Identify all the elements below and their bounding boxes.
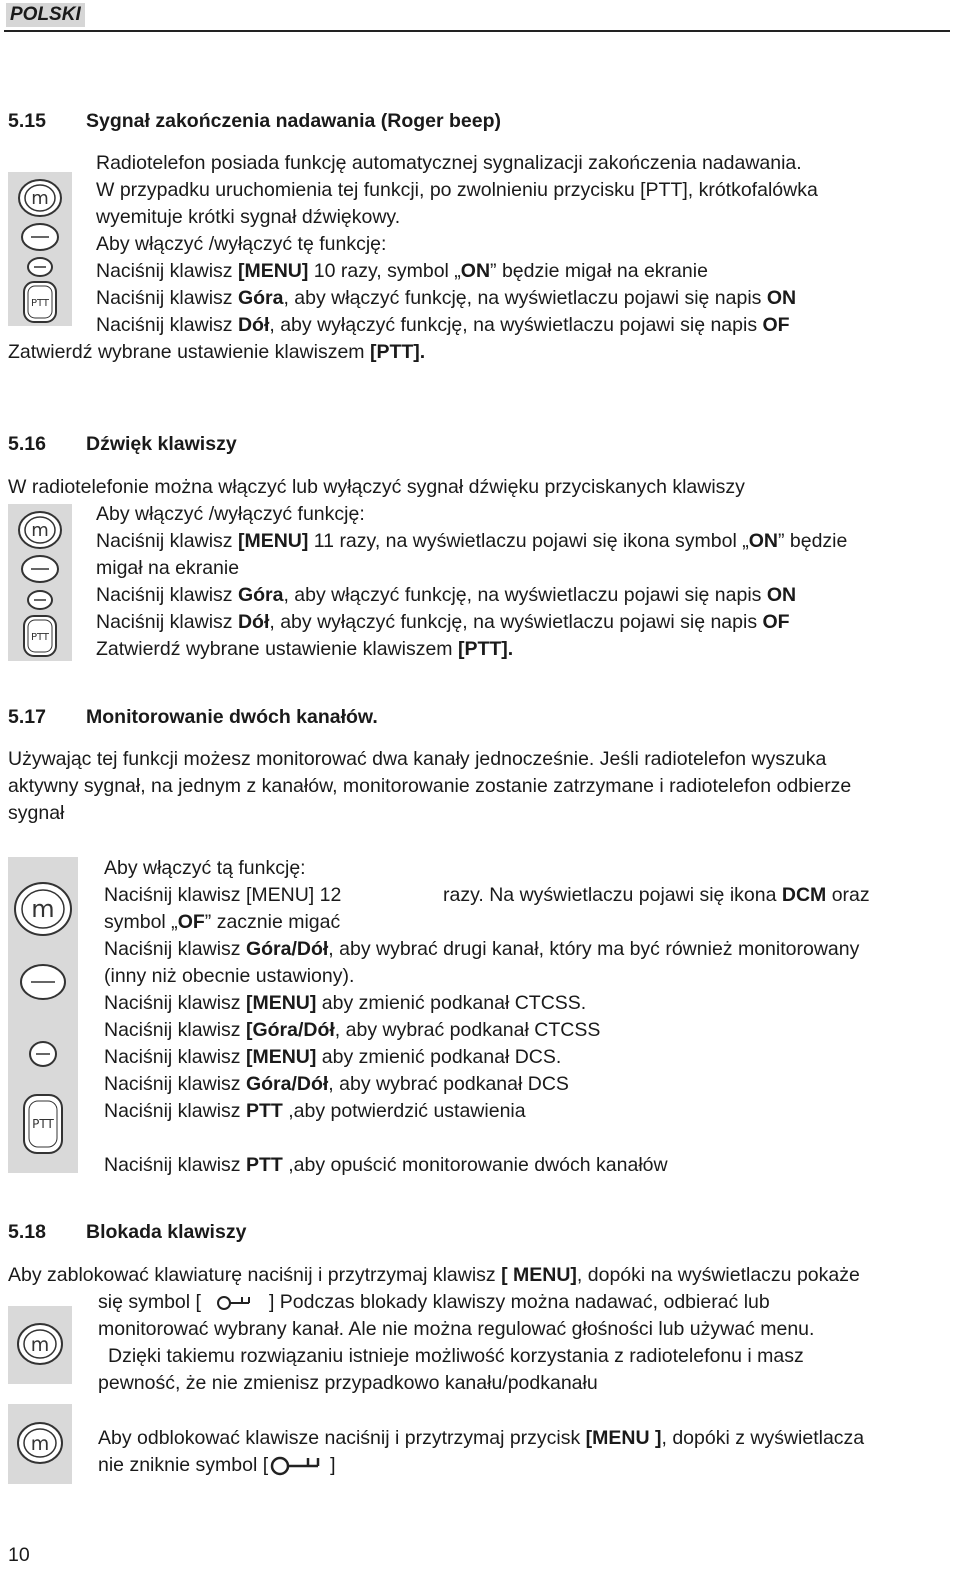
menu-key-label: m xyxy=(30,1334,50,1356)
ptt-key-label: PTT xyxy=(32,1117,54,1131)
key-icons-panel xyxy=(8,1404,72,1484)
paragraph-line: Aby zablokować klawiaturę naciśnij i przytrzymaj klawisz [ MENU], dopóki na wyświetlaczu pokaże xyxy=(8,1264,860,1286)
ptt-key-icon xyxy=(22,1093,64,1155)
instruction-line: Aby włączyć /wyłączyć funkcję: xyxy=(96,503,365,525)
instruction-line: Aby włączyć /wyłączyć tę funkcję: xyxy=(96,233,387,255)
instruction-line: (inny niż obecnie ustawiony). xyxy=(104,965,355,987)
instruction-line: Aby włączyć tą funkcję: xyxy=(104,857,306,879)
header-rule xyxy=(4,30,950,32)
key-lock-icon xyxy=(268,1454,324,1478)
paragraph-line: Używając tej funkcji możesz monitorować dwa kanały jednocześnie. Jeśli radiotelefon wyszuka xyxy=(8,748,827,770)
paragraph-line: Radiotelefon posiada funkcję automatycznej sygnalizacji zakończenia nadawania. xyxy=(96,152,802,174)
down-key-icon xyxy=(26,589,54,611)
menu-key-icon xyxy=(17,178,63,218)
section-number: 5.16 xyxy=(8,433,46,455)
paragraph-line: wyemituje krótki sygnał dźwiękowy. xyxy=(96,206,401,228)
key-icons-panel xyxy=(8,857,78,1173)
instruction-line: Naciśnij klawisz Góra, aby włączyć funkcję, na wyświetlaczu pojawi się napis ON xyxy=(96,287,797,309)
instruction-line: Zatwierdź wybrane ustawienie klawiszem [PTT]. xyxy=(96,638,514,660)
language-label: POLSKI xyxy=(6,3,85,27)
menu-key-label: m xyxy=(31,520,49,541)
instruction-line: Naciśnij klawisz [MENU] 12 xyxy=(104,884,342,906)
paragraph-line: Dzięki takiemu rozwiązaniu istnieje możliwość korzystania z radiotelefonu i masz xyxy=(108,1345,804,1367)
down-key-icon xyxy=(26,256,54,278)
key-icons-panel xyxy=(8,1306,72,1384)
paragraph-line: W radiotelefonie można włączyć lub wyłączyć sygnał dźwięku przyciskanych klawiszy xyxy=(8,476,745,498)
instruction-line: migał na ekranie xyxy=(96,557,240,579)
up-key-icon xyxy=(20,222,60,252)
instruction-line: Naciśnij klawisz PTT ,aby potwierdzić ustawienia xyxy=(104,1100,526,1122)
page-number: 10 xyxy=(8,1544,30,1566)
ptt-key-icon xyxy=(22,280,58,324)
ptt-key-label: PTT xyxy=(30,632,50,643)
section-number: 5.15 xyxy=(8,110,46,132)
key-icons-panel xyxy=(8,172,72,326)
key-icons-panel xyxy=(8,504,72,661)
paragraph-line: W przypadku uruchomienia tej funkcji, po zwolnieniu przycisku [PTT], krótkofalówka xyxy=(96,179,818,201)
instruction-line: Naciśnij klawisz [MENU] 10 razy, symbol „ON” będzie migał na ekranie xyxy=(96,260,708,282)
instruction-line: Naciśnij klawisz Góra/Dół, aby wybrać podkanał DCS xyxy=(104,1073,569,1095)
instruction-line: Naciśnij klawisz Góra/Dół, aby wybrać drugi kanał, który ma być również monitorowany xyxy=(104,938,860,960)
section-title: Blokada klawiszy xyxy=(86,1221,247,1243)
menu-key-icon xyxy=(16,1421,64,1465)
up-key-icon xyxy=(19,963,67,1001)
section-number: 5.17 xyxy=(8,706,46,728)
instruction-line: Naciśnij klawisz [MENU] 11 razy, na wyświetlaczu pojawi się ikona symbol „ON” będzie xyxy=(96,530,848,552)
section-title: Dźwięk klawiszy xyxy=(86,433,237,455)
instruction-line: Naciśnij klawisz Góra, aby włączyć funkcję, na wyświetlaczu pojawi się napis ON xyxy=(96,584,797,606)
section-number: 5.18 xyxy=(8,1221,46,1243)
menu-key-icon xyxy=(16,1322,64,1366)
instruction-line: Zatwierdź wybrane ustawienie klawiszem [PTT]. xyxy=(8,341,426,363)
instruction-line: Naciśnij klawisz [Góra/Dół, aby wybrać podkanał CTCSS xyxy=(104,1019,601,1041)
paragraph-line: Aby odblokować klawisze naciśnij i przytrzymaj przycisk [MENU ], dopóki z wyświetlacza xyxy=(98,1427,865,1449)
ptt-key-icon xyxy=(22,614,58,658)
section-title: Sygnał zakończenia nadawania (Roger beep) xyxy=(86,110,502,132)
paragraph-line: sygnał xyxy=(8,802,65,824)
instruction-line: Naciśnij klawisz Dół, aby wyłączyć funkcję, na wyświetlaczu pojawi się napis OF xyxy=(96,611,790,633)
ptt-key-label: PTT xyxy=(30,298,50,309)
key-lock-icon xyxy=(215,1293,255,1313)
paragraph-line: nie zniknie symbol [ ] xyxy=(98,1454,336,1476)
section-title: Monitorowanie dwóch kanałów. xyxy=(86,706,378,728)
menu-key-icon xyxy=(17,510,63,550)
down-key-icon xyxy=(28,1040,58,1068)
paragraph-line: aktywny sygnał, na jednym z kanałów, monitorowanie zostanie zatrzymane i radiotelefon odbierze xyxy=(8,775,852,797)
menu-key-icon xyxy=(13,881,73,937)
menu-key-label: m xyxy=(31,895,55,923)
paragraph-line: pewność, że nie zmienisz przypadkowo kanału/podkanału xyxy=(98,1372,598,1394)
instruction-line: symbol „OF” zacznie migać xyxy=(104,911,341,933)
instruction-line: Naciśnij klawisz PTT ,aby opuścić monitorowanie dwóch kanałów xyxy=(104,1154,668,1176)
instruction-line: Naciśnij klawisz [MENU] aby zmienić podkanał CTCSS. xyxy=(104,992,587,1014)
menu-key-label: m xyxy=(31,188,49,209)
instruction-line: razy. Na wyświetlaczu pojawi się ikona DCM oraz xyxy=(443,884,870,906)
paragraph-line: się symbol [ ] Podczas blokady klawiszy można nadawać, odbierać lub xyxy=(98,1291,770,1313)
instruction-line: Naciśnij klawisz [MENU] aby zmienić podkanał DCS. xyxy=(104,1046,562,1068)
up-key-icon xyxy=(20,554,60,584)
instruction-line: Naciśnij klawisz Dół, aby wyłączyć funkcję, na wyświetlaczu pojawi się napis OF xyxy=(96,314,790,336)
paragraph-line: monitorować wybrany kanał. Ale nie można regulować głośności lub używać menu. xyxy=(98,1318,815,1340)
menu-key-label: m xyxy=(30,1433,50,1455)
